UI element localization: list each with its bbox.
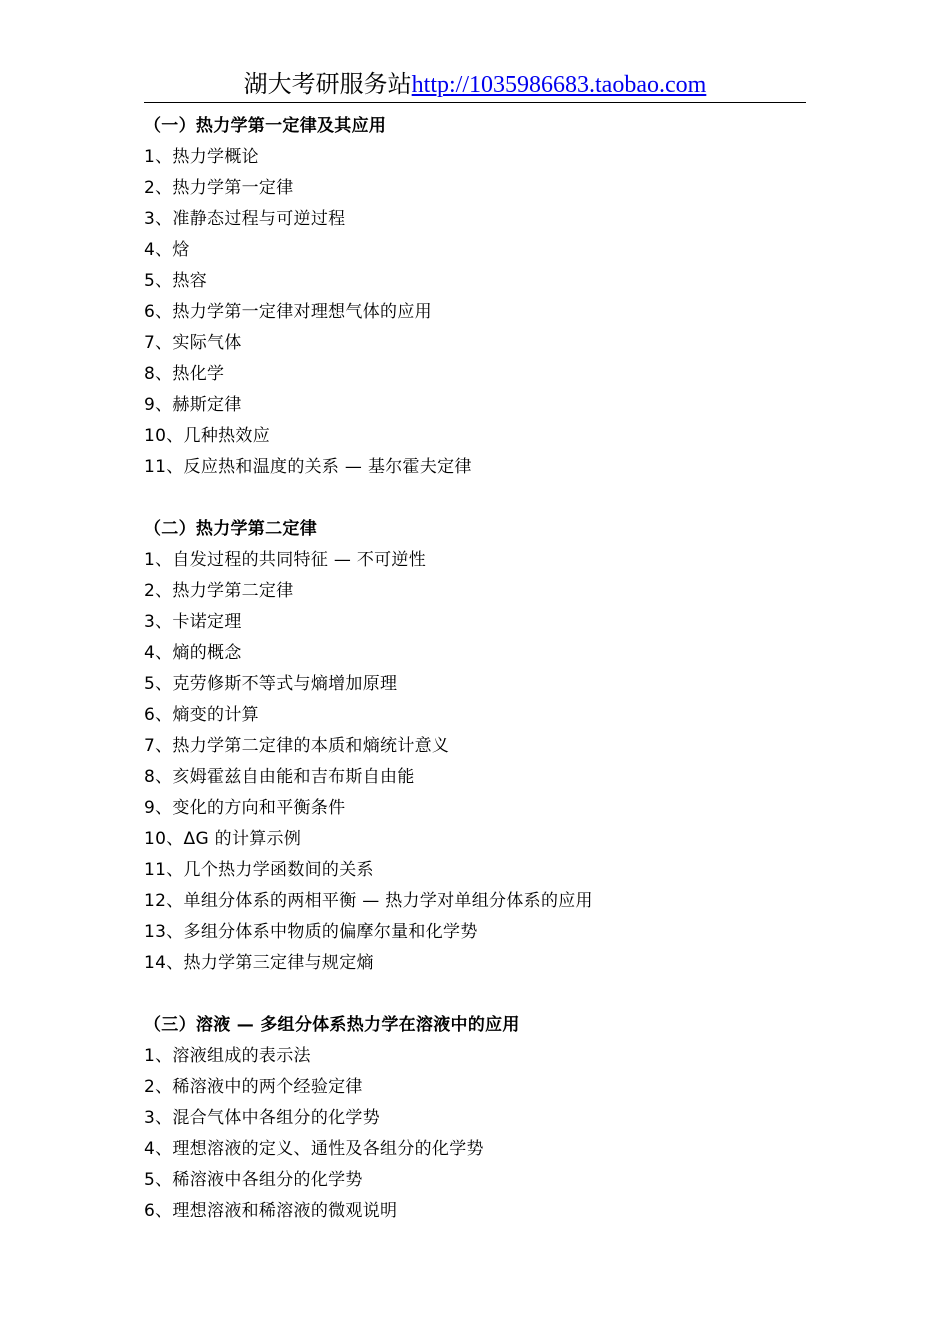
list-item: 3、卡诺定理 [144, 612, 242, 632]
list-item: 14、热力学第三定律与规定熵 [144, 953, 374, 973]
list-item: 2、热力学第一定律 [144, 178, 294, 198]
list-item: 9、赫斯定律 [144, 395, 242, 415]
list-item: 5、热容 [144, 271, 208, 291]
header-divider [144, 102, 806, 103]
list-item: 5、克劳修斯不等式与熵增加原理 [144, 674, 398, 694]
store-url-link[interactable]: http://1035986683.taobao.com [411, 72, 707, 98]
list-item: 10、ΔG 的计算示例 [144, 829, 302, 849]
list-item: 7、实际气体 [144, 333, 242, 353]
list-item: 11、反应热和温度的关系 — 基尔霍夫定律 [144, 457, 472, 477]
list-item: 6、理想溶液和稀溶液的微观说明 [144, 1201, 398, 1221]
section-solutions [144, 1010, 806, 1227]
section-title: （一）热力学第一定律及其应用 [144, 116, 387, 136]
list-item: 1、热力学概论 [144, 147, 259, 167]
item-list [144, 545, 806, 979]
list-item: 8、亥姆霍兹自由能和吉布斯自由能 [144, 767, 415, 787]
list-item: 11、几个热力学函数间的关系 [144, 860, 374, 880]
list-item: 3、混合气体中各组分的化学势 [144, 1108, 381, 1128]
list-item: 8、热化学 [144, 364, 225, 384]
list-item: 12、单组分体系的两相平衡 — 热力学对单组分体系的应用 [144, 891, 593, 911]
list-item: 3、准静态过程与可逆过程 [144, 209, 346, 229]
section-thermo-first-law [144, 111, 806, 483]
item-list [144, 1041, 806, 1227]
list-item: 7、热力学第二定律的本质和熵统计意义 [144, 736, 450, 756]
list-item: 1、自发过程的共同特征 — 不可逆性 [144, 550, 427, 570]
site-name: 湖大考研服务站 [243, 72, 412, 98]
list-item: 4、焓 [144, 240, 190, 260]
document-body [144, 111, 806, 1227]
section-title: （二）热力学第二定律 [144, 519, 317, 539]
page-header [144, 68, 806, 102]
list-item: 10、几种热效应 [144, 426, 271, 446]
section-thermo-second-law [144, 514, 806, 979]
section-title: （三）溶液 — 多组分体系热力学在溶液中的应用 [144, 1015, 520, 1035]
list-item: 5、稀溶液中各组分的化学势 [144, 1170, 363, 1190]
item-list [144, 142, 806, 483]
list-item: 4、理想溶液的定义、通性及各组分的化学势 [144, 1139, 484, 1159]
list-item: 2、热力学第二定律 [144, 581, 294, 601]
list-item: 13、多组分体系中物质的偏摩尔量和化学势 [144, 922, 478, 942]
list-item: 1、溶液组成的表示法 [144, 1046, 311, 1066]
list-item: 4、熵的概念 [144, 643, 242, 663]
list-item: 9、变化的方向和平衡条件 [144, 798, 346, 818]
list-item: 2、稀溶液中的两个经验定律 [144, 1077, 363, 1097]
list-item: 6、熵变的计算 [144, 705, 259, 725]
list-item: 6、热力学第一定律对理想气体的应用 [144, 302, 432, 322]
